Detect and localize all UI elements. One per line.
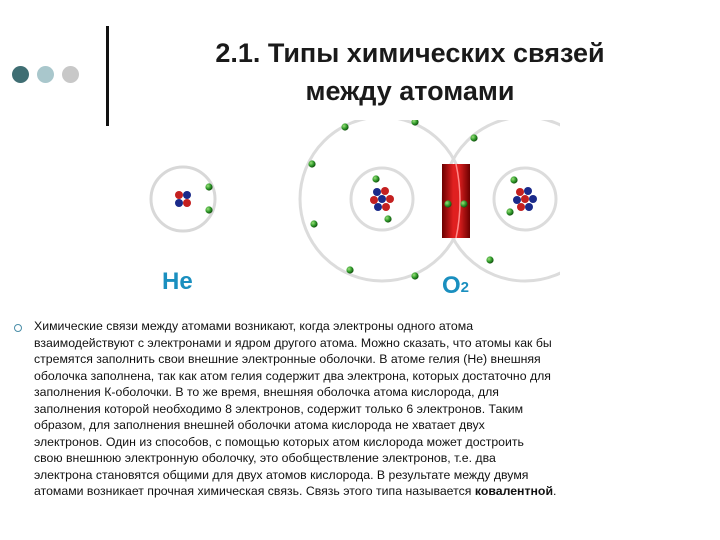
oxygen-atom-left xyxy=(300,120,464,281)
oxygen-inner-electron xyxy=(372,175,379,182)
body-line: электронов. Один из способов, с помощью которых атом кислорода может достроить xyxy=(34,434,524,449)
body-line: Химические связи между атомами возникают, когда электроны одного атома xyxy=(34,319,474,333)
body-line: стремятся заполнить свои внешние электронные оболочки. В атоме гелия (He) внешняя xyxy=(34,352,541,366)
oxygen-outer-electron xyxy=(486,256,493,263)
body-line: образом, для заполнения внешней оболочки атома кислорода не хватает двух xyxy=(34,418,485,432)
body-line: заполнения К-оболочки. В то же время, внешняя оболочка атома кислорода, для xyxy=(34,385,499,399)
oxygen-nucleus-left xyxy=(370,187,394,211)
covalent-term: ковалентной xyxy=(474,484,554,498)
oxygen-nucleus-right xyxy=(513,187,537,211)
helium-nucleus xyxy=(175,191,191,207)
helium-electron xyxy=(205,183,212,190)
oxygen-outer-electron xyxy=(308,160,315,167)
body-line: электрона становятся общими для двух атомов кислорода. В результате между двумя xyxy=(34,467,529,482)
body-line: атомами возникает прочная химическая связь. Связь этого типа называется xyxy=(34,484,475,498)
dot-dark xyxy=(12,66,29,83)
helium-electron xyxy=(205,206,212,213)
body-line: свою внешнюю электронную оболочку, это обобществление электронов, т.е. два xyxy=(34,451,496,465)
helium-label: He xyxy=(162,268,193,295)
oxygen-outer-electron xyxy=(346,266,353,273)
oxygen-label xyxy=(442,272,469,300)
helium-atom xyxy=(151,167,215,231)
oxygen-outer-electron xyxy=(341,123,348,130)
bullet-icon xyxy=(14,324,22,332)
shared-electron xyxy=(444,200,451,207)
oxygen-label-subscript: 2 xyxy=(460,279,470,296)
body-line: заполнения которой необходимо 8 электронов, содержит только 6 электронов. Таким xyxy=(34,401,524,416)
atoms-illustration xyxy=(130,120,560,310)
oxygen-label-main: O xyxy=(442,272,461,299)
body-line: взаимодействуют с электронами и ядром другого атома. Можно сказать, что атомы как бы xyxy=(34,335,552,350)
title-line-1: 2.1. Типы химических связей xyxy=(215,38,605,68)
oxygen-outer-electron xyxy=(411,272,418,279)
oxygen-outer-electron xyxy=(310,220,317,227)
oxygen-inner-electron xyxy=(506,208,513,215)
body-paragraph xyxy=(34,318,714,500)
body-line-end: . xyxy=(553,484,557,498)
decorative-dots xyxy=(12,66,79,83)
oxygen-outer-electron xyxy=(470,134,477,141)
title-divider xyxy=(106,26,109,126)
title-line-2: между атомами xyxy=(305,76,515,106)
dot-gray xyxy=(62,66,79,83)
covalent-bond xyxy=(442,164,470,238)
oxygen-inner-electron xyxy=(510,176,517,183)
slide-title xyxy=(140,34,680,110)
body-text-block xyxy=(14,318,714,500)
dot-light xyxy=(37,66,54,83)
shared-electron xyxy=(460,200,467,207)
oxygen-inner-electron xyxy=(384,215,391,222)
body-line: оболочка заполнена, так как атом гелия содержит два электрона, которых достаточно для xyxy=(34,368,551,383)
